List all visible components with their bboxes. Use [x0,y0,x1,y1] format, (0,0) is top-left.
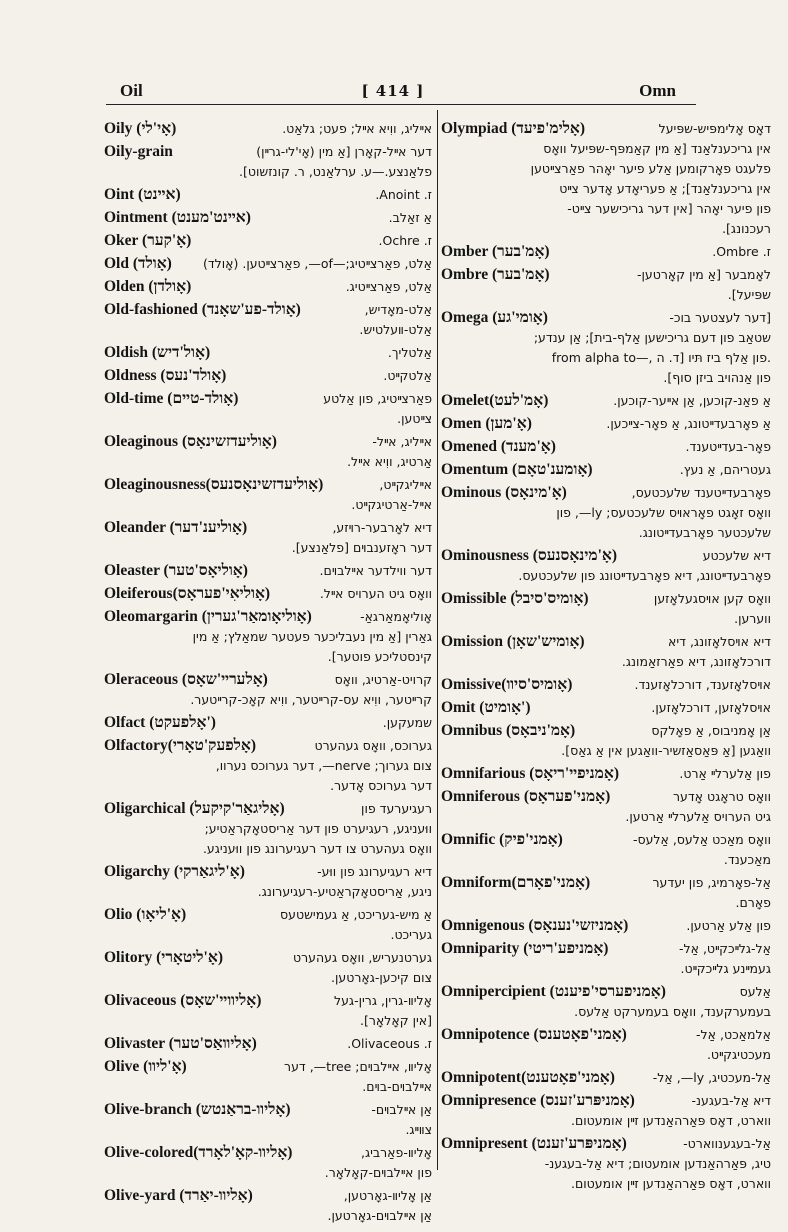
dictionary-entry [104,517,432,558]
dictionary-entry [104,1099,432,1140]
definition-text: פאָרבעדײטענד שלעכטעס, [631,485,771,500]
dictionary-entry [441,588,771,629]
headword: Omission (אָומיש'שאָן) [441,633,585,650]
dictionary-entry [104,388,432,429]
definition-continuation: מעכטיגקײט. [706,1047,771,1062]
dictionary-entry [441,631,771,672]
dictionary-entry [441,390,771,411]
definition-continuation: רעכנונג]. [722,221,771,236]
definition-text: אױסלאָזענד, דורכלאָזענד. [634,677,771,692]
dictionary-entry [441,264,771,305]
headword: Olfact (אָלפעקט') [104,714,216,731]
headword: Omniparity (אָמניפע'ריטי) [441,940,609,957]
entry-first-line [104,276,432,297]
entry-first-line [441,786,771,807]
headword: Oleiferous(אָוליאִי'פעראָס) [104,585,271,602]
headword: Ombre (אָמ'בער) [441,266,550,283]
definition-continuation: שפּיעל]. [727,287,771,302]
headword: Omnigenous (אָמניזשי'נענאָס) [441,917,629,934]
headword: Omit (אָומיט') [441,699,531,716]
headword: Oligarchy (אָ'ליגאַרקי) [104,863,245,880]
definition-continuation: ווארט, דאָס פּאַרהאַנדען זײן אומעטום. [570,1113,771,1128]
headword: Olivaceous (אָליװײ'שאָס) [104,992,262,1009]
headword: Ointment (אײנט'מענט) [104,209,251,226]
definition-text: אַן אָליװ-גאָרטען, [343,1188,432,1203]
dictionary-entry [441,1090,771,1131]
entry-first-line [441,829,771,850]
definition-text: דיא רעגיערונג פון ווּע- [317,864,432,879]
entry-first-line [104,342,432,363]
definition-continuation: פלאַנצע.—ע. ערלאַנט, ר. קונזשוט]. [239,164,432,179]
entry-first-line [441,938,771,959]
dictionary-entry [441,938,771,979]
definition-text: דיא שלעכטע [702,548,771,563]
definition-text: אַל-גלײכקײט, אַל- [679,941,771,956]
definition-text: אַ פאָרבעדײטונג, אַ פאָר-צײכען. [606,416,771,431]
definition-continuation: אַן אײלבױם-גאָרטען. [327,1208,432,1223]
headword: Omnipercipient (אָמניפערסי'פיענט) [441,983,666,1000]
entry-first-line [104,118,432,139]
entry-first-line [104,669,432,690]
dictionary-entry [104,1033,432,1054]
dictionary-entry [441,118,771,239]
definition-text: אַלמאַכט, אַל- [696,1027,771,1042]
definition-continuation: אַרטיג, ווִיא אײל. [347,454,432,469]
header-left-guide-word: Oil [120,81,143,100]
dictionary-entry [104,299,432,340]
definition-continuation: פון פיער יאָהר [אין דער גריכישער צײט- [567,201,771,216]
definition-text: וואָס טראָגט אָדער [672,789,771,804]
entry-first-line [441,1090,771,1111]
entry-first-line [104,1033,432,1054]
definition-continuation: קינסטליכע פוטער]. [327,649,432,664]
headword: Omissive(אָומיס'סיװ) [441,676,573,693]
entry-first-line [441,413,771,434]
dictionary-entry [104,276,432,297]
entry-first-line [104,1142,432,1163]
entry-first-line [441,264,771,285]
dictionary-entry [441,720,771,761]
definition-continuation: אין גריכענלאַנד [אַ מין קאַמפּף-שפּיעל וואָס [543,141,771,156]
entry-first-line [441,390,771,411]
entry-first-line [104,299,432,320]
headword: Omniferous (אָמני'פעראָס) [441,788,611,805]
headword: Olympiad (אָלימ'פיעד) [441,120,586,137]
definition-text: אַלטקײט. [383,368,432,383]
definition-text: פאַרצײטיג, פון אַלטע [323,391,432,406]
definition-text: געטריהם, אַ נעץ. [679,462,771,477]
dictionary-entry [104,1185,432,1226]
entry-first-line [104,517,432,538]
headword: Olden (אָולדן) [104,278,192,295]
definition-continuation: צום גערוך; nerve—, דער גערוכס נערוו, [215,758,432,773]
definition-text: לאָמבער [אַ מין קאָרטען- [636,267,771,282]
definition-continuation: מאַכענד. [723,852,771,867]
dictionary-entry [441,482,771,543]
entry-first-line [104,207,432,228]
definition-continuation: אין גריכענלאַנד]; אַ פעריאָדע אָדער צײט [559,181,771,196]
entry-first-line [441,545,771,566]
entry-first-line [104,606,432,627]
definition-text: אָליװ-פאַרביג, [360,1145,432,1160]
definition-text: דער אײל-קאָרן [אַ מין (אָי'לי-גרײן) [256,144,432,159]
definition-continuation: אַלט-װעלטיש. [359,322,432,337]
entry-first-line [104,798,432,819]
definition-text: אַל-בעגענווארט- [683,1136,771,1151]
dictionary-entry [441,697,771,718]
entry-first-line [104,1056,432,1077]
definition-text: אַן אָמניבוס, אַ פאָלקס [651,723,771,738]
headword: Old-fashioned (אָולד-פע'שאָנד) [104,301,301,318]
headword: Omelet(אָמ'לעט) [441,392,549,409]
definition-continuation: טיג, פּאַרהאַנדען אומעטום; דיא אַל-בעגענ- [544,1156,771,1171]
headword: Omnipotence (אָמני'פאָטענס) [441,1026,627,1043]
definition-text: אַל-מעכטיג, ly—, אַל- [652,1070,771,1085]
definition-text: דיא אַל-בעגענ- [691,1093,771,1108]
headword: Olive-yard (אָליװ-יאַרד) [104,1187,253,1204]
dictionary-entry [104,141,432,182]
entry-first-line [441,1067,771,1088]
dictionary-entry [104,253,432,274]
dictionary-entry [441,307,771,388]
definition-text: שמעקען. [382,715,432,730]
headword: Omnipresent (אָמניפּרע'זענט) [441,1135,627,1152]
dictionary-entry [441,1067,771,1088]
entry-first-line [441,307,771,328]
definition-text: אײליג, ווִיא אײל; פעט; גלאַט. [282,121,432,136]
definition-text: ז. Ochre. [378,233,432,248]
dictionary-entry [441,829,771,870]
definition-text: אײליג, אײל- [372,434,432,449]
definition-text: דיא לאָרבער-רױזע, [332,520,432,535]
definition-text: רעגיערעד פון [361,801,432,816]
dictionary-entry [441,1133,771,1194]
definition-text: אַלעס [739,984,771,999]
entry-first-line [104,141,432,162]
definition-continuation: דער גערוכס אָדער. [330,778,432,793]
definition-text: גערטנעריש, וואָס געהערט [292,950,432,965]
headword: Olive (אָ'ליװ) [104,1058,187,1075]
definition-continuation: שטאַב פון דעם גריכישען אַלף-בית]; אַן ענדע; [533,330,771,345]
dictionary-entry [104,712,432,733]
definition-text: [דער לעצטער בוכ- [669,310,771,325]
entry-first-line [441,588,771,609]
definition-text: אַל-פאָרמיג, פון יעדער [652,875,771,890]
headword: Omissible (אָומיס'סיבל) [441,590,589,607]
header-rule [106,104,696,105]
definition-continuation: פון אײלבױם-קאָלאָר. [324,1165,432,1180]
headword: Oldness (אָולד'נעס) [104,367,227,384]
dictionary-entry [441,241,771,262]
headword: Omentum (אָומענ'טאָם) [441,461,593,478]
entry-first-line [104,904,432,925]
entry-first-line [441,915,771,936]
definition-continuation: [אין קאָלאָר]. [360,1013,432,1028]
definition-continuation: צײטען. [397,411,432,426]
dictionary-entry [104,207,432,228]
definition-text: דיא אױסלאָזונג, דיא [668,634,771,649]
headword: Oker (אָ'קער) [104,232,192,249]
dictionary-entry [104,947,432,988]
entry-first-line [104,735,432,756]
definition-text: קרויט-אַרטיג, וואָס [334,672,432,687]
entry-first-line [104,712,432,733]
dictionary-entry [104,365,432,386]
definition-text: פון אַלע אַרטען. [686,918,771,933]
entry-first-line [104,861,432,882]
entry-first-line [441,981,771,1002]
definition-text: ז. Olivaceous. [347,1036,432,1051]
definition-continuation: צום קיכען-גאָרטען. [331,970,432,985]
definition-text: אַ פאַנ-קוכען, אַן אײער-קוכען. [613,393,771,408]
dictionary-entry [441,545,771,586]
definition-continuation: וואָס זאָגט פאָראױס שלעכטעס; ly—, פון [556,505,771,520]
headword: Omega (אָומי'גע) [441,309,548,326]
definition-continuation: שלעכטער פאָרבעדײטונג. [638,525,771,540]
dictionary-entry [441,436,771,457]
definition-continuation: גאַרין [אַ מין נעבליכער פעטער שמאַלץ; אַ מין [192,629,432,644]
definition-continuation: צװײג. [405,1122,432,1137]
dictionary-entry [441,763,771,784]
entry-first-line [441,241,771,262]
headword: Oldish (אָול'דיש) [104,344,211,361]
dictionary-entry [104,606,432,667]
entry-first-line [441,872,771,893]
definition-continuation: געריכט. [390,927,432,942]
entry-first-line [104,947,432,968]
definition-text: ז. Ombre. [712,244,771,259]
headword: Olio (אָ'ליאָו) [104,906,187,923]
dictionary-entry [104,474,432,515]
definition-continuation: בעמערקענד, וואָס בעמערקט אַלעס. [574,1004,771,1019]
entry-first-line [104,365,432,386]
entry-first-line [441,482,771,503]
dictionary-entry [104,798,432,859]
dictionary-entry [441,981,771,1022]
header-right-guide-word: Omn [639,81,676,100]
entry-first-line [441,697,771,718]
headword: Omnific (אָמני'פיק) [441,831,563,848]
dictionary-entry [104,583,432,604]
definition-continuation: דער ראָזענבױם [פלאַנצע]. [291,540,432,555]
entry-first-line [441,436,771,457]
headword: Oleander (אָוליענ'דער) [104,519,248,536]
headword: Omened (אָ'מענד) [441,438,556,455]
headword: Oleaginousness(אָוליעדזשינאָסנעס) [104,476,324,493]
dictionary-entry [104,118,432,139]
entry-first-line [104,230,432,251]
dictionary-entry [104,184,432,205]
definition-continuation: ווּעניגע, רעגיערט פון דער אַריסטאָקראַטיע; [204,821,432,836]
definition-text: אַלט, פאַרצײטיג;—of—, פאַרצײטען. (אָולד) [202,256,432,271]
definition-text: אַלטליך. [387,345,432,360]
definition-text: אײליגקײט, [379,477,432,492]
headword: Old-time (אָולד-טײם) [104,390,239,407]
headword: Omnipresence (אָמניפּרע'זענס) [441,1092,635,1109]
headword: Oint (אײנט) [104,186,181,203]
definition-continuation: פאָרבעדײטונג, דיא פאָרבעדײטונג פון שלעכטעס. [518,568,771,583]
dictionary-entry [441,786,771,827]
definition-continuation: פלעגט פאָרקומען אַלע פיער יאָהר פאַרצײטען [530,161,771,176]
dictionary-entry [104,560,432,581]
dictionary-entry [104,861,432,902]
headword: Olfactory(אָלפעק'טאָרי) [104,737,257,754]
definition-text: אַלט, פאַרצײטיג. [345,279,432,294]
definition-text: גערוכס, וואָס געהערט [314,738,432,753]
dictionary-entry [104,735,432,796]
dictionary-entry [441,459,771,480]
definition-continuation: דורכלאָזונג, דיא פאַרזאַמונג. [621,654,771,669]
entry-first-line [104,253,432,274]
definition-continuation: ווארט, דאָס פּאַרהאַנדען זײן אומעטום. [570,1176,771,1191]
headword: Olitory (אָ'ליטאָרי) [104,949,223,966]
definition-text: ז. Anoint. [375,187,432,202]
definition-continuation: פאָרם. [735,895,771,910]
entry-first-line [441,631,771,652]
entry-first-line [104,1185,432,1206]
headword: Old (אָולד) [104,255,172,272]
dictionary-entry [441,872,771,913]
headword: Omniform(אָמני'פאָרם) [441,874,591,891]
definition-continuation: ווערען. [734,611,771,626]
headword: Omber (אָמ'בער) [441,243,550,260]
entry-first-line [104,474,432,495]
headword: Oligarchical (אָליגאַר'קיקעל) [104,800,285,817]
headword: Oleaginous (אָוליעדזשינאָס) [104,433,277,450]
entry-first-line [441,674,771,695]
definition-text: אָליװ-גרין, גרין-געל [333,993,432,1008]
headword: Oily (אָי'לי) [104,120,177,137]
headword: Omnibus (אָמ'ניבאָס) [441,722,576,739]
headword: Omnipotent(אָמני'פאָטענט) [441,1069,615,1086]
headword: Oleaster (אָוליאָס'טער) [104,562,248,579]
definition-continuation: קרײטער, ווִיא עס-קרײטער, ווִיא קאָכ-קרײטער. [190,692,432,707]
entry-first-line [441,1133,771,1154]
entry-first-line [441,118,771,139]
dictionary-entry [104,990,432,1031]
headword: Oleomargarin (אָוליאָומאַר'גערין) [104,608,312,625]
definition-text: פאָר-בעדײטענד. [685,439,771,454]
dictionary-entry [441,413,771,434]
page-header [120,78,680,104]
entry-first-line [441,1024,771,1045]
dictionary-entry [441,915,771,936]
definition-text: אַן אײלבױם- [371,1102,432,1117]
definition-text: אױסלאָזען, דורכלאָזען. [651,700,771,715]
dictionary-entry [104,230,432,251]
definition-continuation: אײל-אַרטיגקײט. [351,497,432,512]
entry-first-line [441,720,771,741]
dictionary-entry [104,431,432,472]
definition-text: וואָס מאַכט אַלעס, אַלעס- [632,832,771,847]
definition-continuation: אײלבױם-בױם. [362,1079,432,1094]
dictionary-entry [104,669,432,710]
headword: Olivaster (אָליװאַס'טער) [104,1035,257,1052]
entry-first-line [104,184,432,205]
definition-continuation: ניגע, אַריסטאָקראַטיע-רעגיערונג. [257,884,432,899]
headword: Oleraceous (אָלערײ'שאָס) [104,671,268,688]
definition-text: וואָס קען אױסגעלאָזען [653,591,771,606]
definition-text: דער ווילדער אײלבױם. [319,563,432,578]
dictionary-entry [104,342,432,363]
headword: Olive-colored(אָליװ-קאָ'לאָרד) [104,1144,293,1161]
right-column [441,118,771,1196]
definition-continuation: גיט הערויס אַלערלײ אַרטען. [625,809,771,824]
definition-text: אַ זאַלב. [388,210,432,225]
definition-continuation: פון אַנהויב ביזן סוף]. [663,370,771,385]
definition-text: דאָס אָלימפּיש-שפּיעל [658,121,771,136]
dictionary-entry [441,674,771,695]
entry-first-line [104,388,432,409]
dictionary-entry [104,904,432,945]
headword: Ominousness (אָ'מינאָסנעס) [441,547,618,564]
left-column [104,118,432,1228]
headword: Omen (אָ'מען) [441,415,532,432]
dictionary-entry [441,1024,771,1065]
definition-text: פון אַלערלײ אַרט. [679,766,771,781]
definition-continuation: from alpha to—, פון אַלף ביז תּיו [ד. ה. [551,350,771,365]
definition-text: אָליװ, אײלבױם; tree—, דער [284,1059,432,1074]
column-divider [437,110,438,1170]
entry-first-line [104,431,432,452]
entry-first-line [104,1099,432,1120]
dictionary-entry [104,1142,432,1183]
headword: Ominous (אָ'מינאָס) [441,484,567,501]
entry-first-line [104,583,432,604]
entry-first-line [441,763,771,784]
definition-text: אַלט-מאָדיש, [364,302,432,317]
definition-continuation: וואַגען [אַ פּאַסאַזשיר-וואַגען אין אַ גאַס]. [561,743,771,758]
headword: Oily-grain [104,143,173,160]
entry-first-line [441,459,771,480]
headword: Olive-branch (אָליװ-בראַנטש) [104,1101,291,1118]
entry-first-line [104,990,432,1011]
dictionary-entry [104,1056,432,1097]
definition-text: אָוליאָמאַרגאַ- [360,609,432,624]
headword: Omnifarious (אָמניפײ'ריאָס) [441,765,619,782]
definition-text: וואָס גיט הערויס אײל. [319,586,432,601]
definition-text: אַ מיש-געריכט, אַ געמישטעס [280,907,432,922]
definition-continuation: וואָס געהערט צו דער רעגיערונג פון ווּעניגע. [202,841,432,856]
page-number: [ 414 ] [361,82,425,100]
entry-first-line [104,560,432,581]
definition-continuation: געמײנע גלײכקײט. [680,961,771,976]
